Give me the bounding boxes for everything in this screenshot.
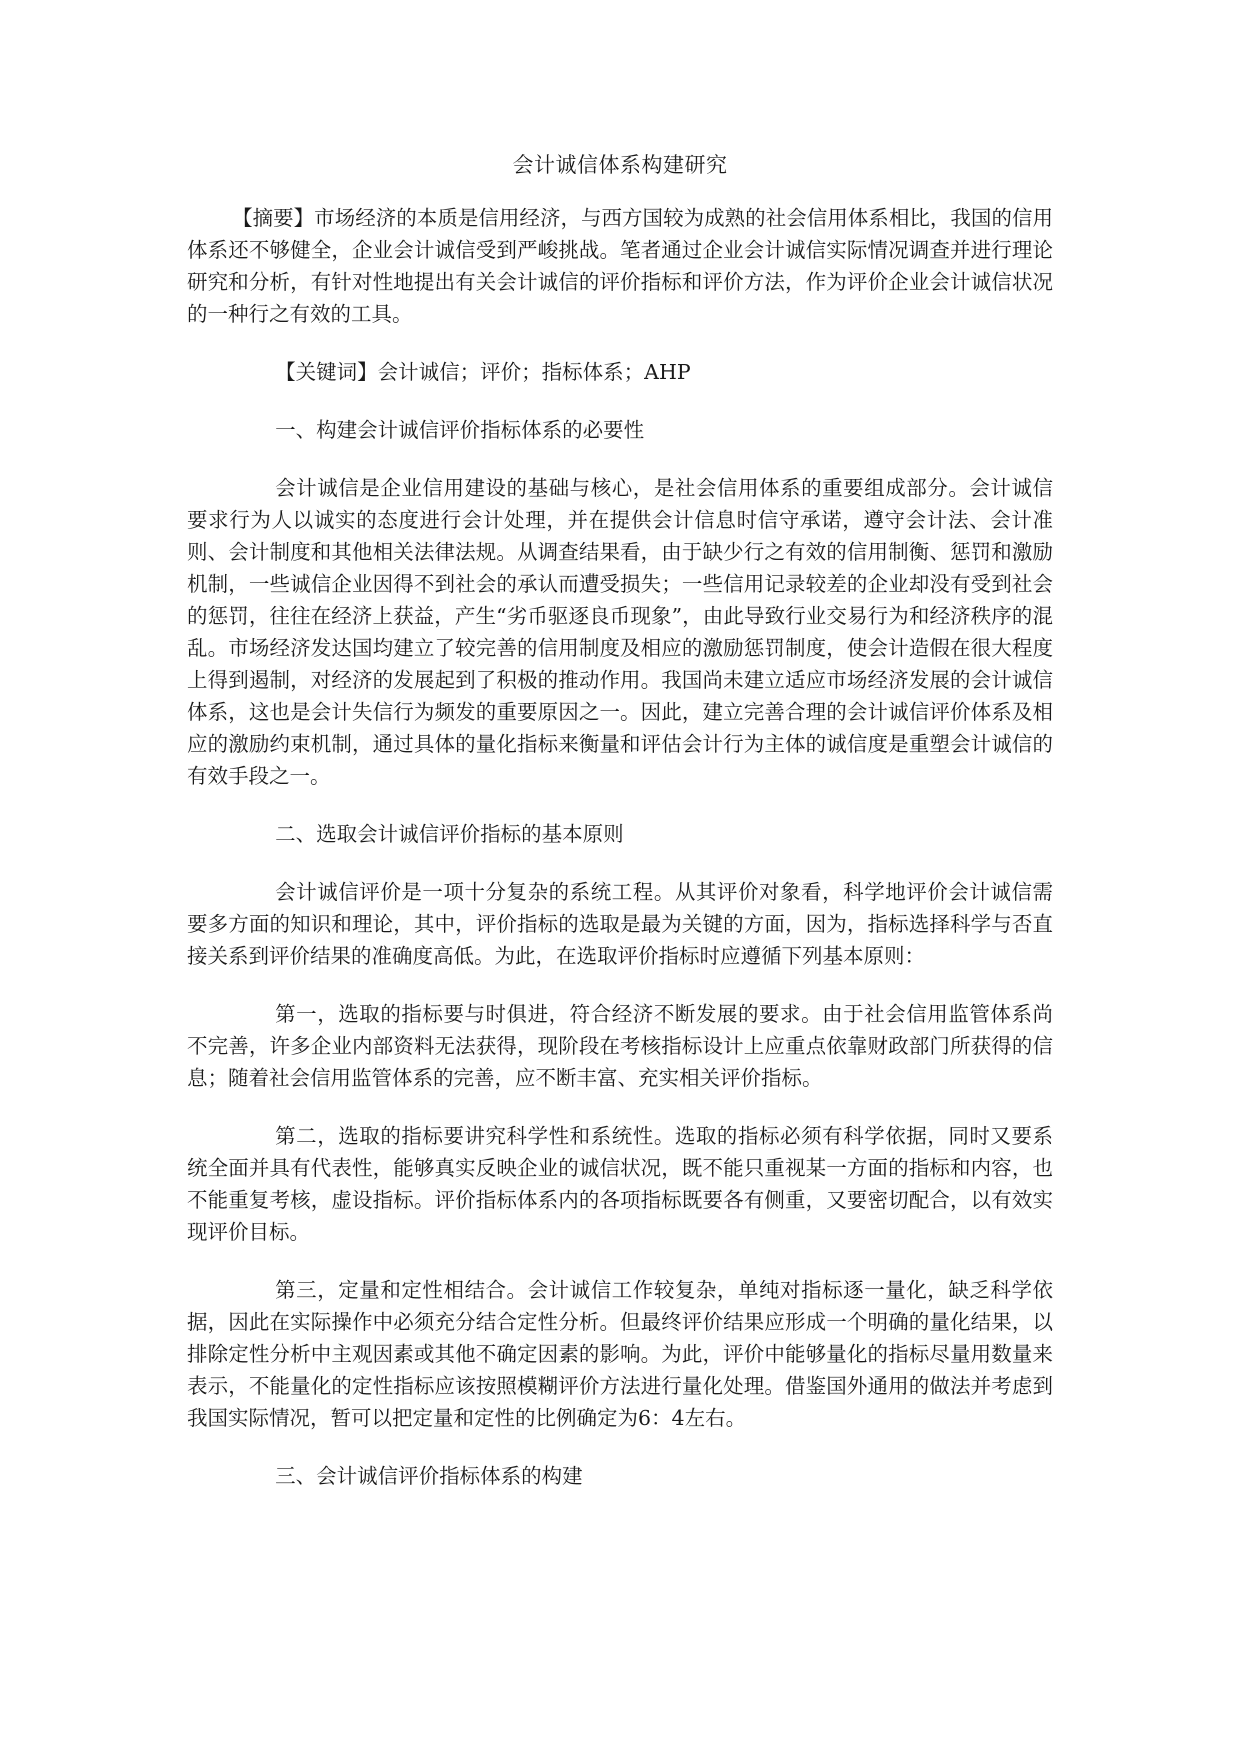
- section-2-paragraph: 会计诚信评价是一项十分复杂的系统工程。从其评价对象看，科学地评价会计诚信需要多方面的知识和理论，其中，评价指标的选取是最为关键的方面，因为，指标选择科学与否直接关系到评价结果的准确度高低。为此，在选取评价指标时应遵循下列基本原则：: [187, 880, 1053, 968]
- principle-2-paragraph: 第二，选取的指标要讲究科学性和系统性。选取的指标必须有科学依据，同时又要系统全面并具有代表性，能够真实反映企业的诚信状况，既不能只重视某一方面的指标和内容，也不能重复考核，虚设指标。评价指标体系内的各项指标既要各有侧重，又要密切配合，以有效实现评价目标。: [187, 1124, 1053, 1244]
- section-3-heading: 三、会计诚信评价指标体系的构建: [275, 1464, 583, 1488]
- section-1-paragraph: 会计诚信是企业信用建设的基础与核心，是社会信用体系的重要组成部分。会计诚信要求行为人以诚实的态度进行会计处理，并在提供会计信息时信守承诺，遵守会计法、会计准则、会计制度和其他相关法律法规。从调查结果看，由于缺少行之有效的信用制衡、惩罚和激励机制，一些诚信企业因得不到社会的承认而遭受损失；一些信用记录较差的企业却没有受到社会的惩罚，往往在经济上获益，产生“劣币驱逐良币现象”，由此导致行业交易行为和经济秩序的混乱。市场经济发达国均建立了较完善的信用制度及相应的激励惩罚制度，使会计造假在很大程度上得到遏制，对经济的发展起到了积极的推动作用。我国尚未建立适应市场经济发展的会计诚信体系，这也是会计失信行为频发的重要原因之一。因此，建立完善合理的会计诚信评价体系及相应的激励约束机制，通过具体的量化指标来衡量和评估会计行为主体的诚信度是重塑会计诚信的有效手段之一。: [187, 476, 1053, 788]
- keywords-line: 【关键词】会计诚信；评价；指标体系；AHP: [275, 360, 691, 384]
- document-title: 会计诚信体系构建研究: [512, 153, 728, 177]
- section-2-heading: 二、选取会计诚信评价指标的基本原则: [275, 822, 624, 846]
- abstract-paragraph: 【摘要】市场经济的本质是信用经济，与西方国较为成熟的社会信用体系相比，我国的信用体系还不够健全，企业会计诚信受到严峻挑战。笔者通过企业会计诚信实际情况调查并进行理论研究和分析，有针对性地提出有关会计诚信的评价指标和评价方法，作为评价企业会计诚信状况的一种行之有效的工具。: [187, 206, 1053, 326]
- document-page: [187, 150, 1053, 1518]
- principle-3-paragraph: 第三，定量和定性相结合。会计诚信工作较复杂，单纯对指标逐一量化，缺乏科学依据，因此在实际操作中必须充分结合定性分析。但最终评价结果应形成一个明确的量化结果，以排除定性分析中主观因素或其他不确定因素的影响。为此，评价中能够量化的指标尽量用数量来表示，不能量化的定性指标应该按照模糊评价方法进行量化处理。借鉴国外通用的做法并考虑到我国实际情况，暂可以把定量和定性的比例确定为6：4左右。: [187, 1278, 1053, 1430]
- section-1-heading: 一、构建会计诚信评价指标体系的必要性: [275, 418, 645, 442]
- principle-1-paragraph: 第一，选取的指标要与时俱进，符合经济不断发展的要求。由于社会信用监管体系尚不完善，许多企业内部资料无法获得，现阶段在考核指标设计上应重点依靠财政部门所获得的信息；随着社会信用监管体系的完善，应不断丰富、充实相关评价指标。: [187, 1002, 1053, 1090]
